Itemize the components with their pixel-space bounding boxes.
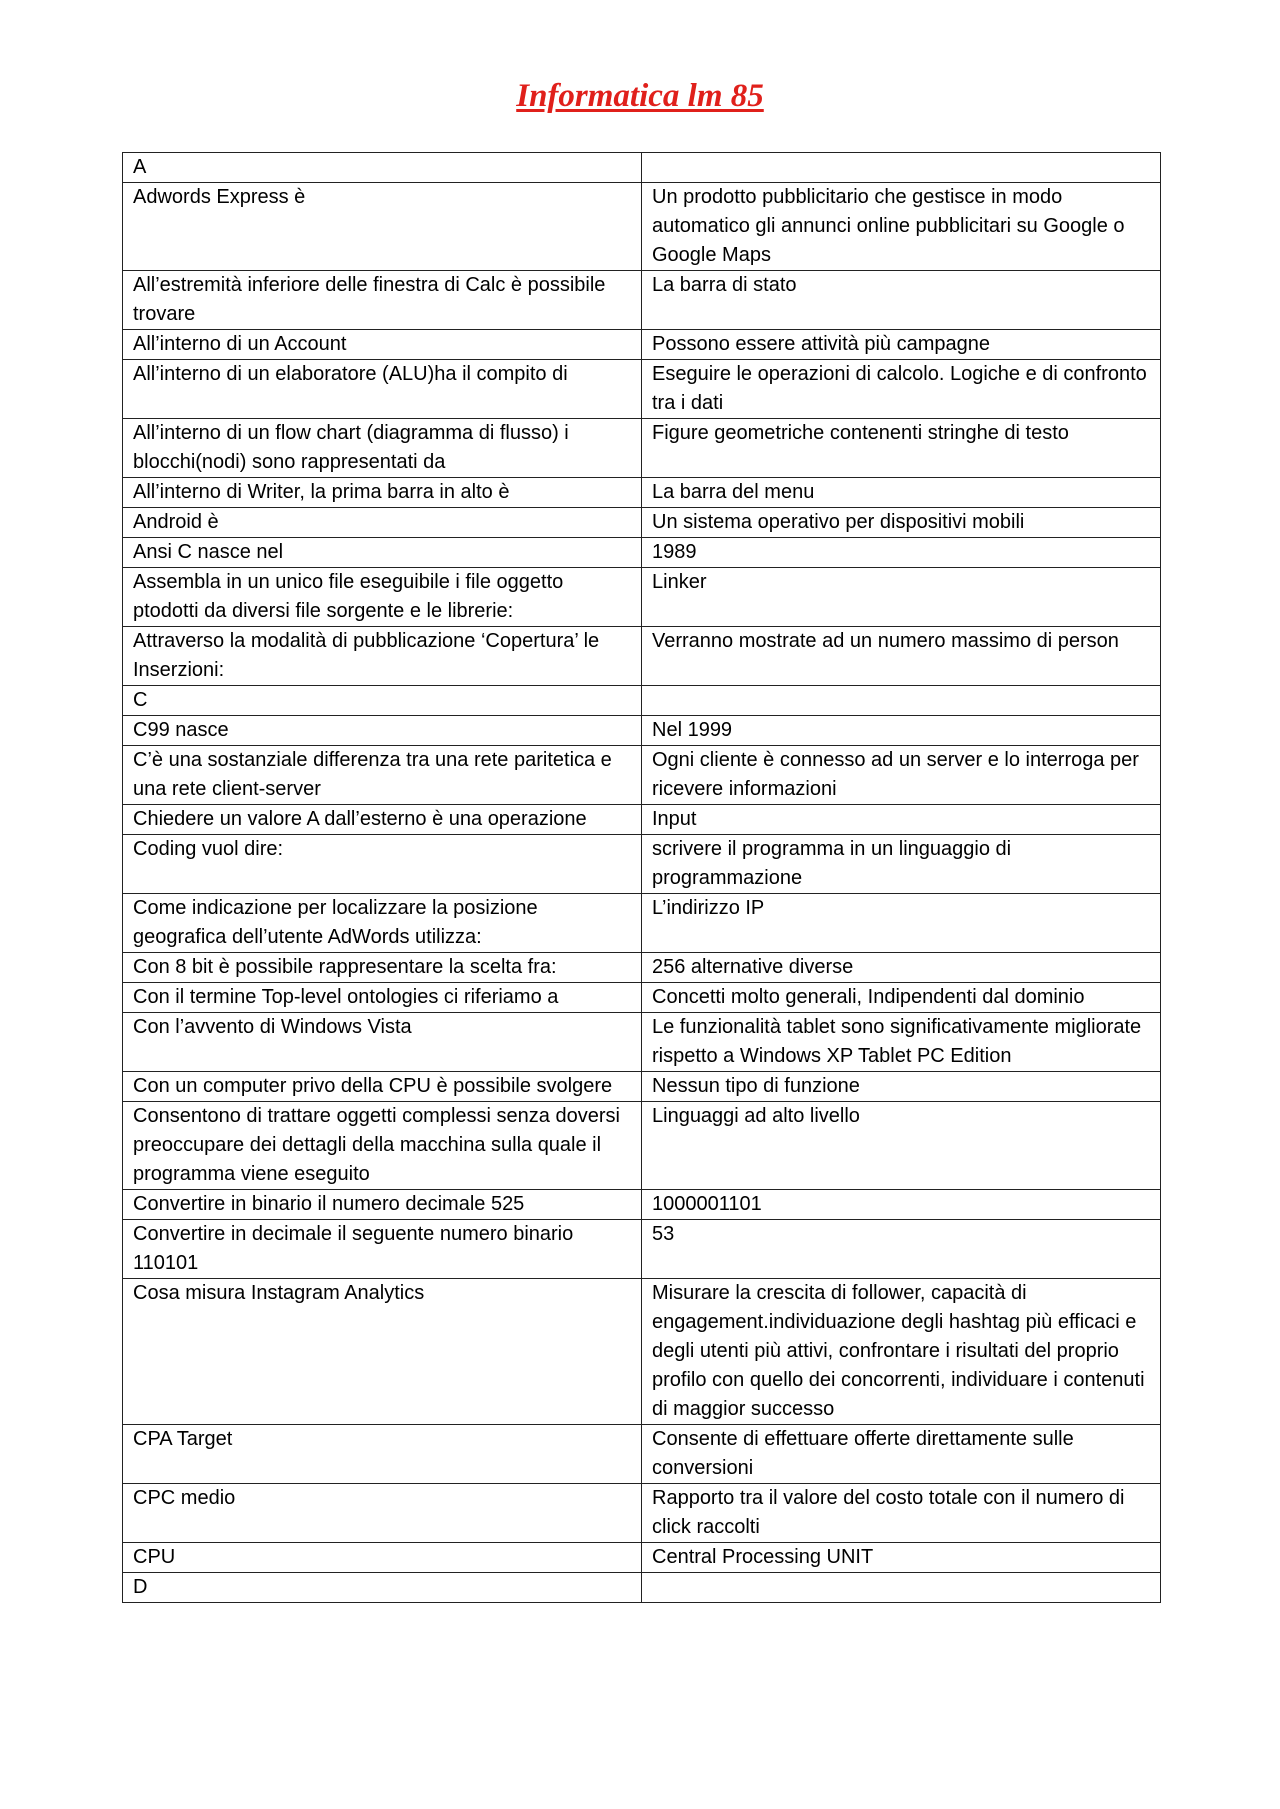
question-cell: All’interno di un Account — [123, 330, 642, 360]
table-row — [123, 183, 1161, 271]
table-row — [123, 1013, 1161, 1072]
qa-table-body — [123, 153, 1161, 1603]
question-cell: All’estremità inferiore delle finestra di Calc è possibile trovare — [123, 271, 642, 330]
table-row — [123, 1573, 1161, 1603]
answer-cell: 256 alternative diverse — [642, 953, 1161, 983]
question-cell: Convertire in binario il numero decimale 525 — [123, 1190, 642, 1220]
table-row — [123, 538, 1161, 568]
answer-cell: L’indirizzo IP — [642, 894, 1161, 953]
table-row — [123, 805, 1161, 835]
question-cell: CPC medio — [123, 1484, 642, 1543]
table-row — [123, 716, 1161, 746]
question-cell: Con un computer privo della CPU è possibile svolgere — [123, 1072, 642, 1102]
table-row — [123, 360, 1161, 419]
question-cell: Con 8 bit è possibile rappresentare la scelta fra: — [123, 953, 642, 983]
answer-cell: Concetti molto generali, Indipendenti dal dominio — [642, 983, 1161, 1013]
answer-cell: Figure geometriche contenenti stringhe di testo — [642, 419, 1161, 478]
table-row — [123, 1543, 1161, 1573]
question-cell: CPU — [123, 1543, 642, 1573]
answer-cell — [642, 686, 1161, 716]
table-row — [123, 153, 1161, 183]
question-cell: All’interno di Writer, la prima barra in alto è — [123, 478, 642, 508]
question-cell: C’è una sostanziale differenza tra una rete paritetica e una rete client-server — [123, 746, 642, 805]
question-cell: Attraverso la modalità di pubblicazione ‘Copertura’ le Inserzioni: — [123, 627, 642, 686]
question-cell: CPA Target — [123, 1425, 642, 1484]
answer-cell: Linguaggi ad alto livello — [642, 1102, 1161, 1190]
table-row — [123, 1220, 1161, 1279]
table-row — [123, 1072, 1161, 1102]
table-row — [123, 746, 1161, 805]
question-cell: Coding vuol dire: — [123, 835, 642, 894]
answer-cell: Ogni cliente è connesso ad un server e lo interroga per ricevere informazioni — [642, 746, 1161, 805]
answer-cell: 53 — [642, 1220, 1161, 1279]
answer-cell: Un prodotto pubblicitario che gestisce in modo automatico gli annunci online pubblicitari su Google o Google Maps — [642, 183, 1161, 271]
question-cell: Convertire in decimale il seguente numero binario 110101 — [123, 1220, 642, 1279]
question-cell: Come indicazione per localizzare la posizione geografica dell’utente AdWords utilizza: — [123, 894, 642, 953]
table-row — [123, 686, 1161, 716]
table-row — [123, 1425, 1161, 1484]
answer-cell: La barra del menu — [642, 478, 1161, 508]
answer-cell: Le funzionalità tablet sono significativamente migliorate rispetto a Windows XP Tablet PC Edition — [642, 1013, 1161, 1072]
question-cell: D — [123, 1573, 642, 1603]
table-row — [123, 419, 1161, 478]
answer-cell: Misurare la crescita di follower, capacità di engagement.individuazione degli hashtag più efficaci e degli utenti più attivi, confrontare i risultati del proprio profilo con quello dei concorrenti, individuare i contenuti di maggior successo — [642, 1279, 1161, 1425]
answer-cell: La barra di stato — [642, 271, 1161, 330]
answer-cell: scrivere il programma in un linguaggio di programmazione — [642, 835, 1161, 894]
question-cell: Consentono di trattare oggetti complessi senza doversi preoccupare dei dettagli della macchina sulla quale il programma viene eseguito — [123, 1102, 642, 1190]
answer-cell — [642, 153, 1161, 183]
answer-cell: Linker — [642, 568, 1161, 627]
answer-cell: Nel 1999 — [642, 716, 1161, 746]
question-cell: Con l’avvento di Windows Vista — [123, 1013, 642, 1072]
question-cell: Assembla in un unico file eseguibile i file oggetto ptodotti da diversi file sorgente e le librerie: — [123, 568, 642, 627]
page-title: Informatica lm 85 — [516, 78, 764, 114]
question-cell: Cosa misura Instagram Analytics — [123, 1279, 642, 1425]
answer-cell: Consente di effettuare offerte direttamente sulle conversioni — [642, 1425, 1161, 1484]
answer-cell: Rapporto tra il valore del costo totale con il numero di click raccolti — [642, 1484, 1161, 1543]
table-row — [123, 330, 1161, 360]
answer-cell: Verranno mostrate ad un numero massimo di person — [642, 627, 1161, 686]
answer-cell: Nessun tipo di funzione — [642, 1072, 1161, 1102]
question-cell: Chiedere un valore A dall’esterno è una operazione — [123, 805, 642, 835]
table-row — [123, 478, 1161, 508]
table-row — [123, 1279, 1161, 1425]
table-row — [123, 1102, 1161, 1190]
answer-cell: Eseguire le operazioni di calcolo. Logiche e di confronto tra i dati — [642, 360, 1161, 419]
table-row — [123, 835, 1161, 894]
question-cell: Adwords Express è — [123, 183, 642, 271]
table-row — [123, 508, 1161, 538]
answer-cell: Possono essere attività più campagne — [642, 330, 1161, 360]
answer-cell: Central Processing UNIT — [642, 1543, 1161, 1573]
question-cell: All’interno di un elaboratore (ALU)ha il compito di — [123, 360, 642, 419]
answer-cell: 1989 — [642, 538, 1161, 568]
table-row — [123, 1484, 1161, 1543]
qa-table — [122, 152, 1161, 1603]
table-row — [123, 983, 1161, 1013]
question-cell: A — [123, 153, 642, 183]
answer-cell — [642, 1573, 1161, 1603]
table-row — [123, 568, 1161, 627]
table-row — [123, 953, 1161, 983]
question-cell: C — [123, 686, 642, 716]
question-cell: All’interno di un flow chart (diagramma di flusso) i blocchi(nodi) sono rappresentati da — [123, 419, 642, 478]
answer-cell: 1000001101 — [642, 1190, 1161, 1220]
answer-cell: Input — [642, 805, 1161, 835]
table-row — [123, 627, 1161, 686]
table-row — [123, 894, 1161, 953]
question-cell: C99 nasce — [123, 716, 642, 746]
answer-cell: Un sistema operativo per dispositivi mobili — [642, 508, 1161, 538]
question-cell: Ansi C nasce nel — [123, 538, 642, 568]
table-row — [123, 1190, 1161, 1220]
table-row — [123, 271, 1161, 330]
question-cell: Android è — [123, 508, 642, 538]
question-cell: Con il termine Top-level ontologies ci riferiamo a — [123, 983, 642, 1013]
